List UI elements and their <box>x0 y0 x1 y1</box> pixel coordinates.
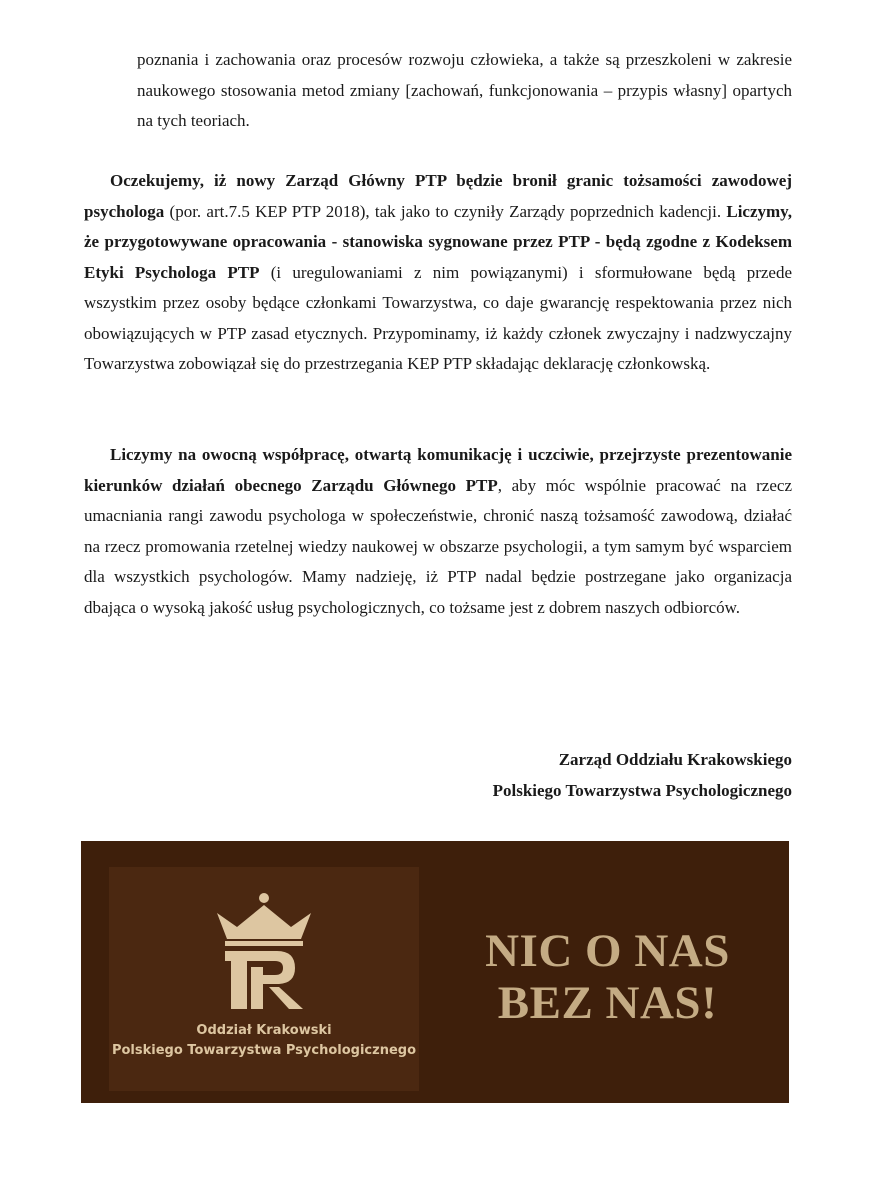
paragraph-2-bold-1: Oczekujemy, iż nowy Zarząd Główny PTP będzie bronił granic tożsamości zawodowej psychologa <box>84 171 792 221</box>
slogan <box>426 925 789 1029</box>
paragraph-3-text-1: , aby móc wspólnie pracować na rzecz umacniania rangi zawodu psychologa w społeczeństwie, chronić naszą tożsamość zawodową, działać na rzecz promowania rzetelnej wiedzy naukowej w obszarze psychologii, a tym samym być wsparciem dla wszystkich psychologów. Mamy nadzieję, iż PTP nadal będzie postrzegane jako organizacja dbająca o wysoką jakość usług psychologicznych, co tożsame jest z dobrem naszych odbiorców. <box>84 475 792 617</box>
paragraph-expectations <box>84 166 792 380</box>
logo-panel <box>109 867 419 1091</box>
paragraph-3-bold-1: Liczymy na owocną współpracę, otwartą komunikację i uczciwie, przejrzyste prezentowanie kierunków działań obecnego Zarządu Głównego PTP <box>84 445 792 495</box>
campaign-banner <box>81 841 789 1103</box>
logo-caption-line-2: Polskiego Towarzystwa Psychologicznego <box>111 1043 417 1058</box>
paragraph-continuation <box>137 45 792 137</box>
paragraph-cooperation <box>84 440 792 623</box>
paragraph-2-text-2: (i uregulowaniami z nim powiązanymi) i sformułowane będą przede wszystkim przez osoby będące członkami Towarzystwa, co daje gwarancję respektowania przez nich obowiązujących w PTP zasad etycznych. Przypominamy, iż każdy członek zwyczajny i nadzwyczajny Towarzystwa zobowiązał się do przestrzegania KEP PTP składając deklarację członkowską. <box>84 262 792 373</box>
paragraph-1-text: poznania i zachowania oraz procesów rozwoju człowieka, a także są przeszkoleni w zakresie naukowego stosowania metod zmiany [zachowań, funkcjonowania – przypis własny] opartych na tych teoriach. <box>137 50 792 130</box>
logo-caption-line-1: Oddział Krakowski <box>196 1023 332 1038</box>
slogan-line-2: BEZ NAS! <box>497 977 718 1029</box>
crown-pk-monogram-icon <box>211 891 317 1011</box>
slogan-line-1: NIC O NAS <box>485 925 730 977</box>
paragraph-2-text-1: (por. art.7.5 KEP PTP 2018), tak jako to czyniły Zarządy poprzednich kadencji. <box>164 201 727 221</box>
signature-line-2: Polskiego Towarzystwa Psychologicznego <box>492 781 792 800</box>
signature-line-1: Zarząd Oddziału Krakowskiego <box>558 750 792 769</box>
paragraph-2-bold-2: Liczymy, że przygotowywane opracowania - stanowiska sygnowane przez PTP - będą zgodne z Kodeksem Etyki Psychologa PTP <box>84 201 792 282</box>
